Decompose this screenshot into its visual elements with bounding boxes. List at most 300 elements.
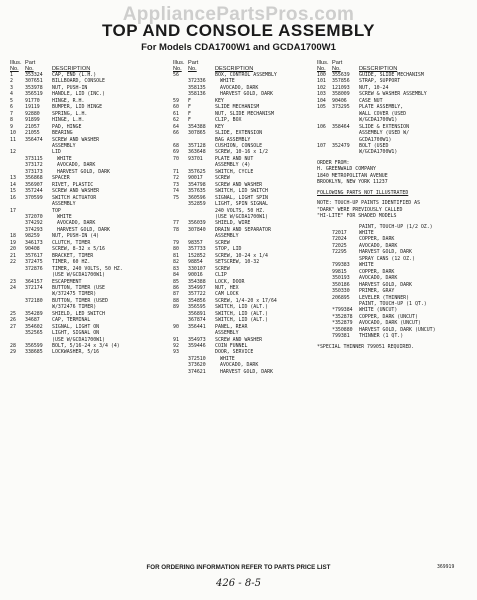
illus-number: 69 bbox=[173, 149, 179, 156]
part-number: 356907 bbox=[25, 181, 43, 188]
part-number: 307651 bbox=[25, 78, 43, 85]
part-number: 372174 bbox=[25, 284, 43, 291]
part-description: HARVEST GOLD, DARK bbox=[57, 168, 110, 175]
touchup-note-line: "DARK" WERE PREVIOUSLY CALLED bbox=[317, 206, 403, 213]
illus-number: 70 bbox=[173, 155, 179, 162]
part-description: BOLT, 5/16-24 x 3/4 (4) bbox=[52, 343, 120, 350]
illus-number: 56 bbox=[173, 72, 179, 78]
part-description: SCREW AND WASHER bbox=[52, 136, 100, 143]
illus-number: 12 bbox=[10, 149, 16, 156]
part-number: 72024 bbox=[332, 236, 347, 243]
part-description: WHITE bbox=[57, 213, 72, 220]
part-description: BUTTON, TIMER (USED bbox=[52, 297, 108, 304]
illus-number: 82 bbox=[173, 259, 179, 266]
part-description: GUIDE, SLIDE MECHANISM bbox=[359, 72, 424, 78]
part-number: 356441 bbox=[188, 323, 206, 330]
part-description: SLIDE MECHANISM bbox=[215, 104, 260, 111]
part-number: 98357 bbox=[188, 239, 203, 246]
part-description: SWITCH ACTUATOR bbox=[52, 194, 97, 201]
illus-number: 24 bbox=[10, 284, 16, 291]
part-description: 240 VOLTS, 50 HZ. bbox=[215, 207, 266, 214]
illus-number: 84 bbox=[173, 272, 179, 279]
part-number: 98854 bbox=[188, 259, 203, 266]
part-description: WHITE bbox=[57, 155, 72, 162]
part-description: SCREW AND WASHER bbox=[215, 336, 263, 343]
part-number: 354602 bbox=[25, 323, 43, 330]
part-description: LIGHT, SIGNAL ON bbox=[52, 330, 100, 337]
part-description: SCREW, 1/4-20 x 17/64 bbox=[215, 297, 277, 304]
part-number: *799384 bbox=[332, 307, 353, 314]
illus-number: 80 bbox=[173, 246, 179, 253]
illus-number bbox=[317, 149, 332, 155]
part-description: CAP, END (L.H.) bbox=[52, 72, 97, 78]
part-number: 92880 bbox=[25, 110, 40, 117]
illus-number: 17 bbox=[10, 207, 16, 214]
part-description: NUT, PUSH-IN bbox=[52, 84, 88, 91]
illus-number: 92 bbox=[173, 343, 179, 350]
part-description: SCREW bbox=[215, 239, 230, 246]
part-description: BEARING bbox=[52, 130, 73, 137]
part-description: HINGE, L.H. bbox=[52, 117, 85, 124]
part-number: 372475 bbox=[25, 259, 43, 266]
part-description: SCREW, 8-32 x 5/16 bbox=[52, 246, 105, 253]
part-description: RIVET, PLASTIC bbox=[52, 181, 94, 188]
part-number: 356599 bbox=[25, 343, 43, 350]
part-number: 307865 bbox=[188, 130, 206, 137]
part-description: CAM LOCK bbox=[215, 291, 239, 298]
part-description: SCREW bbox=[215, 265, 230, 272]
part-description: SHIELD, WIRE bbox=[215, 220, 251, 227]
part-description: AVOCADO, DARK bbox=[220, 84, 259, 91]
part-description: SLIDE & EXTENSION bbox=[359, 123, 410, 130]
part-description: W/GCDA1700W1) bbox=[359, 149, 398, 156]
part-description: TOP bbox=[52, 207, 61, 214]
illus-number: 3 bbox=[10, 84, 13, 91]
order-from-line: H. GREENWALD COMPANY bbox=[317, 166, 376, 173]
part-description: LEVELER (THINNER) bbox=[359, 294, 410, 301]
part-description: COPPER, DARK bbox=[359, 268, 395, 275]
illus-number: 93 bbox=[173, 349, 179, 356]
part-number: F bbox=[188, 97, 191, 104]
parts-row bbox=[317, 333, 469, 339]
part-description: W/372475 TIMER) bbox=[52, 291, 97, 298]
illus-number: 8 bbox=[10, 117, 13, 124]
illus-number: 21 bbox=[10, 252, 16, 259]
part-number: 19119 bbox=[25, 104, 40, 111]
part-number: 372876 bbox=[25, 265, 43, 272]
parts-list-2 bbox=[173, 72, 305, 375]
part-description: SETSCREW, 10-32 bbox=[215, 259, 260, 266]
part-number: 374293 bbox=[25, 226, 43, 233]
illus-number: 105 bbox=[317, 104, 326, 111]
part-description: WHITE bbox=[220, 78, 235, 85]
part-number: 357635 bbox=[188, 188, 206, 195]
illus-number: 74 bbox=[173, 188, 179, 195]
illus-number: 86 bbox=[173, 284, 179, 291]
part-description: SWITCH, LID (ALT.) bbox=[215, 317, 268, 324]
part-number: 206895 bbox=[332, 294, 350, 301]
part-number: 90406 bbox=[332, 97, 347, 104]
part-description: ASSEMBLY bbox=[52, 142, 76, 149]
handwritten-note: 426 - 8-5 bbox=[216, 578, 261, 589]
part-description: LOCK, DOOR bbox=[215, 278, 245, 285]
part-number: 372180 bbox=[25, 297, 43, 304]
part-number: 354973 bbox=[188, 336, 206, 343]
part-description: AVOCADO, DARK bbox=[57, 162, 96, 169]
part-description: TIMER, 60 HZ. bbox=[52, 259, 91, 266]
illus-number: 102 bbox=[317, 84, 326, 91]
part-description: WHITE bbox=[220, 355, 235, 362]
part-number: 373115 bbox=[25, 155, 43, 162]
part-description: SCREW & WASHER ASSEMBLY bbox=[359, 91, 427, 98]
part-description: SPRING, L.H. bbox=[52, 110, 88, 117]
part-number: 72295 bbox=[332, 249, 347, 256]
illus-number: 87 bbox=[173, 291, 179, 298]
order-from-line: ORDER FROM: bbox=[317, 159, 350, 166]
part-description: PANEL, REAR bbox=[215, 323, 248, 330]
illus-number: 59 bbox=[173, 97, 179, 104]
part-description: (USE W/GCDA1700W1) bbox=[215, 213, 268, 220]
part-number: F bbox=[188, 110, 191, 117]
part-number: 374621 bbox=[188, 368, 206, 375]
part-description: SCREW bbox=[215, 175, 230, 182]
part-number: 359446 bbox=[188, 343, 206, 350]
part-number: F bbox=[188, 104, 191, 111]
part-number: 799383 bbox=[332, 262, 350, 269]
illus-number: 77 bbox=[173, 220, 179, 227]
illus-number: 75 bbox=[173, 194, 179, 201]
part-description: NUT, PUSH-IN (4) bbox=[52, 233, 100, 240]
part-description: BOLT (USED bbox=[359, 142, 389, 149]
part-number: 72025 bbox=[332, 242, 347, 249]
part-description: HARVEST GOLD, DARK bbox=[220, 91, 273, 98]
part-number: 354798 bbox=[188, 181, 206, 188]
part-description: SPACER bbox=[52, 175, 70, 182]
part-number: 21055 bbox=[25, 130, 40, 137]
part-description: STRAP, SUPPORT bbox=[359, 78, 401, 85]
paint-list bbox=[317, 224, 469, 340]
parts-column-1 bbox=[10, 60, 158, 356]
part-description: PAD, HINGE bbox=[52, 123, 82, 130]
illus-number: 60 bbox=[173, 104, 179, 111]
part-number: 356519 bbox=[25, 91, 43, 98]
part-description: W/372476 TIMER) bbox=[52, 304, 97, 311]
part-number: 353978 bbox=[25, 84, 43, 91]
part-number: 90017 bbox=[188, 175, 203, 182]
part-description: PAINT, TOUCH-UP (1 QT.) bbox=[359, 300, 427, 307]
part-description: KEY bbox=[215, 97, 224, 104]
part-description: NUT, SLIDE MECHANISM bbox=[215, 110, 274, 117]
illus-number: 101 bbox=[317, 78, 326, 85]
illus-number: 90 bbox=[173, 323, 179, 330]
part-number: 357617 bbox=[25, 252, 43, 259]
illus-number: 4 bbox=[10, 91, 13, 98]
parts-row bbox=[317, 149, 469, 155]
part-description: COPPER, DARK (UNCUT) bbox=[359, 313, 418, 320]
part-number: 352565 bbox=[25, 330, 43, 337]
part-number: 72017 bbox=[332, 229, 347, 236]
part-number: 363648 bbox=[188, 149, 206, 156]
part-description: HARVEST GOLD, DARK bbox=[359, 249, 412, 256]
part-description: ASSEMBLY bbox=[52, 201, 76, 208]
illus-number: 6 bbox=[10, 104, 13, 111]
illus-number: 25 bbox=[10, 310, 16, 317]
part-description: SHIELD, LED SWITCH bbox=[52, 310, 105, 317]
illus-number: 11 bbox=[10, 136, 16, 143]
illus-number: 91 bbox=[173, 336, 179, 343]
part-number: 354997 bbox=[188, 284, 206, 291]
illus-number: 22 bbox=[10, 259, 16, 266]
part-number: 93701 bbox=[188, 155, 203, 162]
part-description: SLIDE, EXTENSION bbox=[215, 130, 263, 137]
order-from-line: BROOKLYN, NEW YORK 11237 bbox=[317, 179, 388, 186]
part-number: 330107 bbox=[188, 265, 206, 272]
illus-number: 106 bbox=[317, 123, 326, 130]
illus-number: 107 bbox=[317, 142, 326, 149]
part-number: 373620 bbox=[188, 362, 206, 369]
parts-list-1 bbox=[10, 72, 158, 356]
column-header: Illus. No. Part No. DESCRIPTION bbox=[10, 60, 91, 72]
part-number: 356868 bbox=[25, 175, 43, 182]
part-number: 360596 bbox=[188, 194, 206, 201]
part-description: SIGNAL, LIGHT SPIN bbox=[215, 194, 268, 201]
part-description: SCREW AND WASHER bbox=[52, 188, 100, 195]
part-description: BILLBOARD, CONSOLE bbox=[52, 78, 105, 85]
ordering-footer: FOR ORDERING INFORMATION REFER TO PARTS PRICE LIST bbox=[146, 564, 331, 571]
illus-number bbox=[317, 333, 332, 339]
illus-number: 62 bbox=[173, 117, 179, 124]
part-number bbox=[332, 149, 359, 155]
part-description: BUTTON, TIMER (USE bbox=[52, 284, 105, 291]
part-number: 356039 bbox=[188, 220, 206, 227]
part-description: ASSEMBLY bbox=[215, 233, 239, 240]
part-description: CLIP bbox=[215, 272, 227, 279]
not-illustrated-heading: FOLLOWING PARTS NOT ILLUSTRATED bbox=[317, 189, 409, 196]
part-number: 90408 bbox=[25, 246, 40, 253]
part-number: 354388 bbox=[188, 278, 206, 285]
part-number: 358009 bbox=[332, 91, 350, 98]
part-description: STOP, LID bbox=[215, 246, 242, 253]
part-number: F bbox=[188, 117, 191, 124]
parts-list-3 bbox=[317, 72, 469, 156]
part-description: SCREW, 10-16 x 1/2 bbox=[215, 149, 268, 156]
part-number: *352879 bbox=[332, 320, 353, 327]
part-number: 34687 bbox=[25, 317, 40, 324]
part-number: 372070 bbox=[25, 213, 43, 220]
parts-column-3 bbox=[317, 60, 469, 350]
part-number: 346173 bbox=[25, 239, 43, 246]
page-title: TOP AND CONSOLE ASSEMBLY bbox=[101, 21, 376, 40]
parts-row bbox=[173, 369, 305, 375]
part-number: 367874 bbox=[188, 317, 206, 324]
part-description: CLIP, BOX bbox=[215, 117, 242, 124]
part-number: 358136 bbox=[188, 91, 206, 98]
part-description: THINNER (1 QT.) bbox=[359, 333, 404, 340]
illus-number: 29 bbox=[10, 349, 16, 356]
illus-number: 73 bbox=[173, 181, 179, 188]
part-number: 121093 bbox=[332, 84, 350, 91]
part-number: 350330 bbox=[332, 288, 350, 295]
part-description: WHITE (UNCUT) bbox=[359, 307, 398, 314]
part-description: TIMER, 240 VOLTS, 50 HZ. bbox=[52, 265, 123, 272]
part-description: SWITCH, LID SWITCH bbox=[215, 188, 268, 195]
part-description: DOOR, SERVICE bbox=[215, 349, 254, 356]
part-description: HINGE, R.H. bbox=[52, 97, 85, 104]
illus-number: 100 bbox=[317, 72, 326, 78]
part-number: 352859 bbox=[188, 201, 206, 208]
part-description: LIGHT, SPIN SIGNAL bbox=[215, 201, 268, 208]
illus-number: 7 bbox=[10, 110, 13, 117]
part-number: *350880 bbox=[332, 326, 353, 333]
illus-number: 28 bbox=[10, 343, 16, 350]
part-number: 355639 bbox=[332, 72, 350, 78]
part-description: AVOCADO, DARK (UNCUT) bbox=[359, 320, 421, 327]
part-description: ASSEMBLY (USED W/ bbox=[359, 130, 410, 137]
illus-number: 9 bbox=[10, 123, 13, 130]
part-number: 356891 bbox=[188, 310, 206, 317]
illus-number: 5 bbox=[10, 97, 13, 104]
part-description: SCREW AND WASHER bbox=[215, 181, 263, 188]
part-number: 307840 bbox=[188, 226, 206, 233]
part-number: 357128 bbox=[188, 142, 206, 149]
part-number: 91770 bbox=[25, 97, 40, 104]
part-description: PLATE AND NUT bbox=[215, 155, 254, 162]
part-number: 91899 bbox=[25, 117, 40, 124]
part-description: SWITCH, LID (ALT.) bbox=[215, 310, 268, 317]
part-number: 357856 bbox=[332, 78, 350, 85]
part-description: WHITE bbox=[359, 229, 374, 236]
part-number: 373172 bbox=[25, 162, 43, 169]
illus-number: 89 bbox=[173, 304, 179, 311]
part-description: CLUTCH, TIMER bbox=[52, 239, 91, 246]
illus-number: 26 bbox=[10, 317, 16, 324]
part-number: 372510 bbox=[188, 355, 206, 362]
part-number: 356474 bbox=[25, 136, 43, 143]
part-description: CASE NUT bbox=[359, 97, 383, 104]
special-thinner-note: *SPECIAL THINNER 799051 REQUIRED. bbox=[317, 343, 415, 350]
part-description: (USE W/GCDA1700W1) bbox=[52, 336, 105, 343]
part-description: HARVEST GOLD, DARK (UNCUT) bbox=[359, 326, 436, 333]
part-number: 374292 bbox=[25, 220, 43, 227]
parts-row bbox=[10, 349, 158, 355]
part-description: HANDLE, LID (INC.) bbox=[52, 91, 105, 98]
part-description: COIN FUNNEL bbox=[215, 343, 248, 350]
column-header: Illus. No. Part No. DESCRIPTION bbox=[317, 60, 398, 72]
illus-number: 15 bbox=[10, 188, 16, 195]
part-description: KEY bbox=[215, 123, 224, 130]
part-number: 354388 bbox=[188, 123, 206, 130]
part-description: BOX, CONTROL ASSEMBLY bbox=[215, 72, 277, 78]
part-number: 358464 bbox=[332, 123, 350, 130]
part-number: 358135 bbox=[188, 84, 206, 91]
illus-number bbox=[173, 369, 188, 375]
page-subtitle: For Models CDA1700W1 and GCDA1700W1 bbox=[141, 42, 336, 53]
part-number: 373173 bbox=[25, 168, 43, 175]
part-description: ESCAPEMENT bbox=[52, 278, 82, 285]
part-description: HARVEST GOLD, DARK bbox=[359, 281, 412, 288]
part-description: COPPER, DARK bbox=[359, 236, 395, 243]
part-description: PLATE ASSEMBLY, bbox=[359, 104, 404, 111]
illus-number: 85 bbox=[173, 278, 179, 285]
parts-column-2 bbox=[173, 60, 305, 375]
part-description: CAP, TERMINAL bbox=[52, 317, 91, 324]
illus-number: 72 bbox=[173, 175, 179, 182]
watermark: AppliancePartsPros.com bbox=[122, 4, 355, 25]
part-description: BAG ASSEMBLY bbox=[215, 136, 251, 143]
touchup-note-line: "HI-LITE" FOR SHADED MODELS bbox=[317, 213, 397, 220]
part-description: AVOCADO, DARK bbox=[220, 362, 259, 369]
illus-number: 13 bbox=[10, 175, 16, 182]
part-number: 353324 bbox=[25, 72, 43, 78]
part-number: 354856 bbox=[188, 297, 206, 304]
part-number: 356595 bbox=[188, 304, 206, 311]
part-description: AVOCADO, DARK bbox=[359, 275, 398, 282]
part-number: 357733 bbox=[188, 246, 206, 253]
part-number: 357244 bbox=[25, 188, 43, 195]
part-description: W/GCDA1700W1) bbox=[359, 117, 398, 124]
part-number: 364157 bbox=[25, 278, 43, 285]
illus-number: 68 bbox=[173, 142, 179, 149]
illus-number: 104 bbox=[317, 97, 326, 104]
part-description: NUT, HEX bbox=[215, 284, 239, 291]
part-number: 352479 bbox=[332, 142, 350, 149]
part-number: 99815 bbox=[332, 268, 347, 275]
illus-number: 23 bbox=[10, 278, 16, 285]
illus-number: 14 bbox=[10, 181, 16, 188]
illus-number: 20 bbox=[10, 246, 16, 253]
illus-number: 78 bbox=[173, 226, 179, 233]
illus-number: 18 bbox=[10, 233, 16, 240]
part-description: HARVEST GOLD, DARK bbox=[57, 226, 110, 233]
part-description: CUSHION, CONSOLE bbox=[215, 142, 263, 149]
part-description: AVOCADO, DARK bbox=[359, 242, 398, 249]
part-number: 354289 bbox=[25, 310, 43, 317]
part-description: SWITCH, CYCLE bbox=[215, 168, 254, 175]
part-number: 357625 bbox=[188, 168, 206, 175]
part-number: 350186 bbox=[332, 281, 350, 288]
illus-number: 64 bbox=[173, 123, 179, 130]
part-number: 21057 bbox=[25, 123, 40, 130]
part-description: HARVEST GOLD, DARK bbox=[220, 368, 273, 375]
part-description: GCDA1700W1) bbox=[359, 136, 392, 143]
illus-number: 103 bbox=[317, 91, 326, 98]
part-number: 350193 bbox=[332, 275, 350, 282]
part-number: 799381 bbox=[332, 333, 350, 340]
column-header: Illus. No. Part No. DESCRIPTION bbox=[173, 60, 254, 72]
part-description: BRACKET, TIMER bbox=[52, 252, 94, 259]
illus-number: 19 bbox=[10, 239, 16, 246]
part-number: 373295 bbox=[332, 104, 350, 111]
illus-number: 71 bbox=[173, 168, 179, 175]
part-description: (USE W/GCDA1700W1) bbox=[52, 272, 105, 279]
illus-number: 61 bbox=[173, 110, 179, 117]
part-description: PRIMER, GRAY bbox=[359, 288, 395, 295]
illus-number: 88 bbox=[173, 297, 179, 304]
part-description: WHITE bbox=[359, 262, 374, 269]
part-description: LOCKWASHER, 5/16 bbox=[52, 349, 100, 356]
part-description: WALL COVER (USED bbox=[359, 110, 407, 117]
part-number: 98259 bbox=[25, 233, 40, 240]
part-description: PAINT, TOUCH-UP (1/2 OZ.) bbox=[359, 223, 433, 230]
document-code: 369919 bbox=[437, 565, 455, 570]
illus-number: 27 bbox=[10, 323, 16, 330]
part-number: 338685 bbox=[25, 349, 43, 356]
part-description: ASSEMBLY bbox=[215, 330, 239, 337]
part-number: *352878 bbox=[332, 313, 353, 320]
part-description: SIGNAL, LIGHT ON bbox=[52, 323, 100, 330]
part-description: SCREW, 10-24 x 1/4 bbox=[215, 252, 268, 259]
illus-number: 79 bbox=[173, 239, 179, 246]
